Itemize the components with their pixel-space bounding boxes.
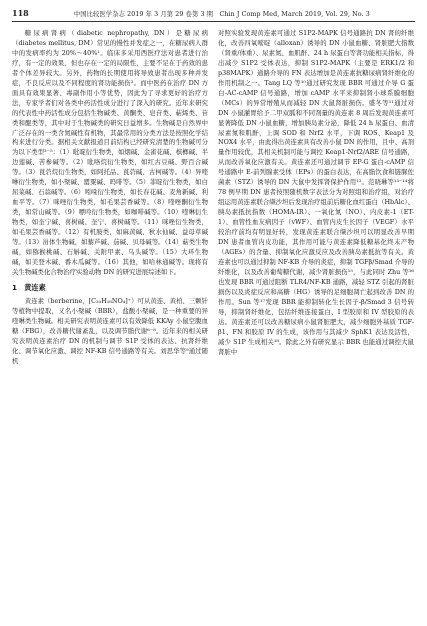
page-number: 118 — [12, 8, 29, 18]
section-title: 1 黄连素 — [12, 282, 46, 292]
running-header — [12, 8, 415, 22]
right-column — [218, 29, 414, 366]
intro-paragraph: 糖尿病肾病（diabetic nephropathy, DN）是糖尿病（diabetes mellitus, DM）常见的慢性并发症之一，在糖尿病人群中的发病率约为 20%～40%¹。临床多采用西医疗法对患者进行治疗，有一定的效果，但也存在一定的局限性，主要不足在于药效的患者个体差异较大。另外，药物的长期使用将导致患者出现多种并发症，不良反应以及不同程度的肾功能损伤²。而中医药在治疗 DN 方面具有效果显著、毒副作用小等优势，因此为了寻求更好的治疗方法，专家学者们对各类中药活性成分进行了深入的研究。近年来研究的代表性中药活性成分包括生物碱类、黄酮类、皂苷类、萜烯类、苷类和醌类等，其中对于生物碱类的研究日益增多。生物碱是自然界中广泛存在的一类含氮碱性有机物，其最常用的分类方法是按照化学结构来进行分类。据相关文献报道目前结构已经研究清楚的生物碱可分为以下类型³⁻⁵：（1）吡啶衍生物类，如烟碱、金雀花碱、槟榔碱、半边莲碱、苦参碱等。（2）吡咯烷衍生物类，如红古豆碱、野百合碱等。（3）莨菪烷衍生物类，如阿托品、莨菪碱、古柯碱等。（4）异喹啉衍生物类，如小檗碱、罂粟碱、吗啡等。（5）菲啶衍生物类，如白屈菜碱、石蒜碱等。（6）吲哚衍生物类，如长春花碱、麦角新碱、利血平等。（7）咪唑衍生物类，如毛果芸香碱等。（8）喹唑酮衍生物类，如常山碱等。（9）嘌呤衍生物类，如咖啡碱等。（10）喹啉衍生物类，如奎宁碱、喜树碱、奎宁、喜树碱等。（11）咪唑衍生物类，如毛果芸香碱等。（12）有机胺类，如麻黄碱、秋水仙碱、益母草碱等。（13）甾体生物碱，如藜芦碱、茄碱、贝母碱等。（14）萜类生物碱，如猕猴桃碱、石斛碱、关附甲素、乌头碱等。（15）大环生物碱，如美登木碱、番木瓜碱等。（16）其他，如哈林通碱等。现将有关生物碱类化合物治疗实验动物 DN 的研究进展综述如下。 — [12, 29, 208, 276]
body-columns — [12, 29, 415, 366]
section-paragraph: 黄连素（berberine，[C₂₀H₁₈NO₄]⁺）可从黄连、黄柏、三颗针等植物中提取，又名小檗碱（BBR），盐酸小檗碱，是一种重要的异喹啉类生物碱。相关研究表明黄连素可以有效降低 KKAy 小鼠空腹血糖（FBG），改善糖代谢紊乱，以及调节脂代谢⁶⁻⁸。近年来的相关研究表明黄连素治疗 DN 的机制与调节 S1P 受体的表达、抗肾纤维化、调节氧化应激、调控 NF-KB 信号通路等有关。刘思华等⁹通过随机 — [12, 296, 208, 365]
left-column — [12, 29, 208, 366]
continued-paragraph: 对照实验发现黄连素可通过 S1P2-MAPK 信号通路抗 DN 肾的纤维化，改善四氧嘧啶（alloxan）诱导的 DN 小鼠血糖、肾脏肥大指数（肾重/体重）、尿素氮、血肌酐、24 h 尿蛋白等肾功能相关指标，得出减少 S1P2 受体表达，抑制 S1P2-MAPK（主要是 ERK1/2 和 p38MAPK）通路介导的 FN 表达增加是黄连素抗糖尿病肾纤维化的作用机制之一。Tang LQ 等¹⁰通过研究发现 BBR 可通过介导 G 蛋白-AC-cAMP 信号通路，增加 cAMP 水平来抑制肾小球系膜细胞（MCs）的异常增殖从而减轻 DN 大鼠肾脏损伤。盛冬等¹¹通过对 DN 小鼠灌胃给予二甲双胍和不同剂量的黄连素 8 周后发现黄连素可显著降低 DN 小鼠血糖，增加胰岛素分泌，降低 24 h 尿蛋白、血清尿素氮和肌酐，上调 SOD 和 Nrf2 水平，下调 ROS、Keap1 及 NOX4 水平，由此得出黄连素具有改善小鼠 DN 的作用，且中、高剂量作用较优，其相关机制可能与调控 Keap1-Nrf2/ARE 信号通路，从而改善氧化应激有关。黄连素还可通过调节 EP-G 蛋白-cAMP 信号通路中 E-前列腺素受体（EPs）的蛋白表达，在高脂饮食和链脲佐菌素（STZ）诱导的 DN 大鼠中发挥肾保护作用¹²。范晓琳等¹³⁻¹⁴将 78 例早期 DN 患者按照随机数字表法分为对照组和治疗组，对治疗组运用黄连素联合缬沙坦后发现治疗组前后糖化血红蛋白（HbAlc）、胰岛素抵抗指数（HOMA-IR）、一氧化氮（NO）、内皮素-1（ET-1）、血管性血友病因子（vWF）、血管内皮生长因子（VEGF）水平较治疗前均有明显好转，发现黄连素联合缬沙坦可以明显改善早期 DN 患者血管内皮功能，其作用可能与黄连素降低糖基化终末产物（AGEs）的含量、抑制氧化应激反应及改善胰岛素抵抗等有关。黄连素也可以通过抑制 NF-KB 介导的炎症，抑制 TGFβ/Smad 介导的纤维化，以及改善葡萄糖代谢，减少肾脏损伤¹⁵，与此同时 Zhu 等¹⁶也发现 BBR 可通过阻断 TLR4/NF-KB 通路，减轻 STZ 引起的肾脏损伤以及炎症反应和高糖（HG）诱导的足细胞凋亡起到改善 DN 的作用。Sun 等¹⁷发现 BBR 能抑制转化生长因子-β/Smad 3 信号转导，抑制肾纤维化，包括纤维连接蛋白、I 型胶原和 IV 型胶原的表达。黄连素还可以改善糖尿病小鼠肾脏肥大，减少细胞外基质 TGF-β1、FN 和胶原 IV 的生成，该作用与其减少 SphK1 表达及活性，减少 S1P 生成相关¹⁸。除此之外有研究显示 BBR 也能通过调控大鼠肾脏中 — [218, 29, 414, 356]
journal-line: 中国比较医学杂志 2019 年 3 月第 29 卷第 3 期 Chin J Comp Med, March 2019, Vol. 29, No. 3 — [73, 11, 370, 18]
